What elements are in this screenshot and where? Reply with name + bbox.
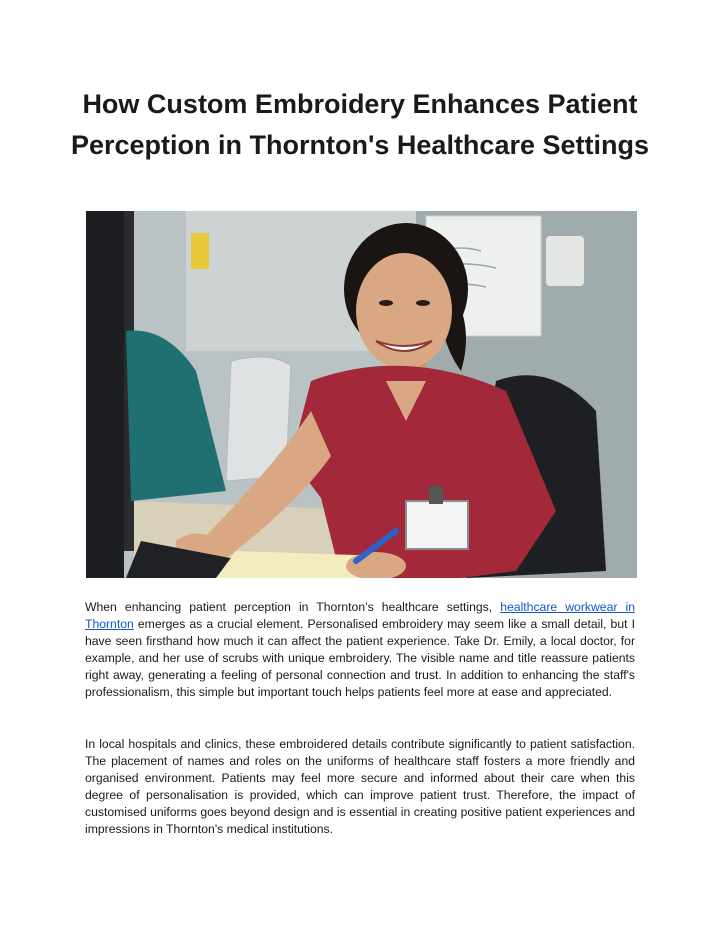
body-paragraph: In local hospitals and clinics, these embroidered details contribute significantly to patient satisfaction. The placement of names and roles on the uniforms of healthcare staff fosters a more friendly and organised environment. Patients may feel more secure and informed about their care when this degree of personalisation is provided, which can improve patient trust. Therefore, the impact of customised uniforms goes beyond design and is essential in creating positive patient experiences and impressions in Thornton's medical institutions. — [85, 737, 635, 836]
intro-paragraph-rest: emerges as a crucial element. Personalised embroidery may seem like a small detail, but I have seen firsthand how much it can affect the patient experience. Take Dr. Emily, a local doctor, for example, and her use of scrubs with unique embroidery. The visible name and title reassure patients right away, generating a feeling of personal connection and trust. In addition to enhancing the staff's professionalism, this simple but important touch helps patients feel more at ease and appreciated. — [85, 617, 635, 699]
healthcare-workwear-link[interactable]: healthcare workwear in Thornton — [85, 600, 635, 631]
nurse-at-desk-photo — [86, 211, 637, 578]
intro-paragraph-lead: When enhancing patient perception in Thornton’s healthcare settings, — [85, 600, 501, 614]
intro-paragraph — [85, 599, 635, 701]
page-title: How Custom Embroidery Enhances Patient Perception in Thornton's Healthcare Settings — [70, 89, 649, 160]
